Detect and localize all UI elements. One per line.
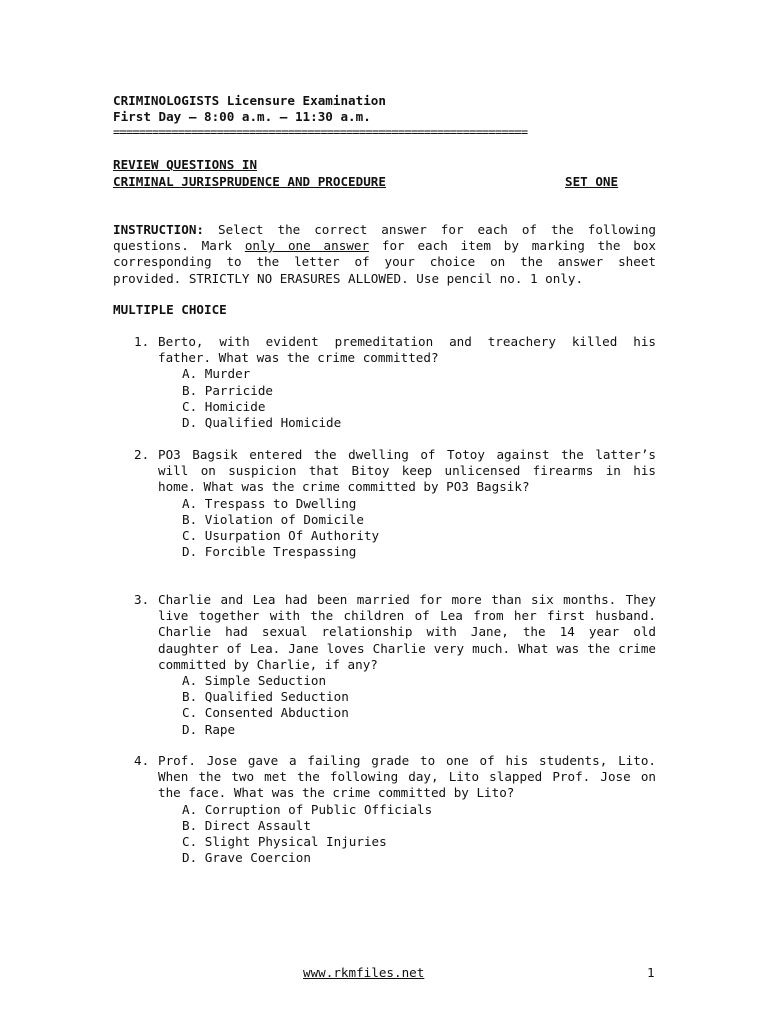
instruction-label: INSTRUCTION: [113,222,204,237]
option-c: C. Homicide [182,398,266,414]
option-b: B. Qualified Seduction [182,689,349,705]
option-c: C. Usurpation Of Authority [182,528,380,544]
question-stem: Charlie and Lea had been married for more than six months. They live together with the children of Lea from her first husband. Charlie had sexual relationship with Jane, the 14 year old daughter of Lea. Jane loves Charlie very much. What was the crime committed by Charlie, if any? [158,592,656,672]
instruction-text-after: for each item by marking the box corresponding to the letter of your choice on the answer sheet provided. STRICTLY NO ERASURES ALLOWED. Use pencil no. 1 only. [113,238,656,286]
option-d: D. Forcible Trespassing [182,544,357,560]
question-stem: PO3 Bagsik entered the dwelling of Totoy against the latter’s will on suspicion that Bitoy keep unlicensed firearms in his home. What was the crime committed by PO3 Bagsik? [158,447,656,495]
option-d: D. Grave Coercion [182,850,311,866]
option-b: B. Violation of Domicile [182,511,364,527]
question-stem: Prof. Jose gave a failing grade to one of his students, Lito. When the two met the following day, Lito slapped Prof. Jose on the face. What was the crime committed by Lito? [158,753,656,801]
option-b: B. Parricide [182,382,273,398]
review-heading-line1: REVIEW QUESTIONS IN [113,157,258,172]
header-rule: ================================================================ [113,125,528,139]
question-number: 4. [134,753,150,768]
question-1 [134,334,656,431]
option-c: C. Slight Physical Injuries [182,834,387,850]
question-stem: Berto, with evident premeditation and treachery killed his father. What was the crime committed? [158,334,656,366]
question-2 [134,447,656,560]
option-a: A. Trespass to Dwelling [182,495,357,511]
option-a: A. Corruption of Public Officials [182,801,433,817]
exam-title: CRIMINOLOGISTS Licensure Examination [113,93,386,108]
question-number: 3. [134,592,150,607]
instruction-underlined: only one answer [244,238,370,254]
instruction-paragraph [113,222,656,287]
option-c: C. Consented Abduction [182,705,349,721]
option-d: D. Rape [182,721,236,737]
question-number: 1. [134,334,150,349]
question-3 [134,592,656,738]
instruction-text-before: Select the correct answer for each of the following questions. Mark [113,222,656,254]
option-a: A. Simple Seduction [182,673,327,689]
question-number: 2. [134,447,150,462]
exam-schedule: First Day – 8:00 a.m. – 11:30 a.m. [113,109,371,124]
review-heading-line2: CRIMINAL JURISPRUDENCE AND PROCEDURE [113,174,386,189]
page-number: 1 [647,965,655,980]
question-4 [134,753,656,866]
option-b: B. Direct Assault [182,817,311,833]
section-heading: MULTIPLE CHOICE [113,302,227,317]
option-d: D. Qualified Homicide [182,415,342,431]
set-label: SET ONE [565,174,619,189]
footer-website-link[interactable]: www.rkmfiles.net [303,965,425,980]
option-a: A. Murder [182,366,251,382]
